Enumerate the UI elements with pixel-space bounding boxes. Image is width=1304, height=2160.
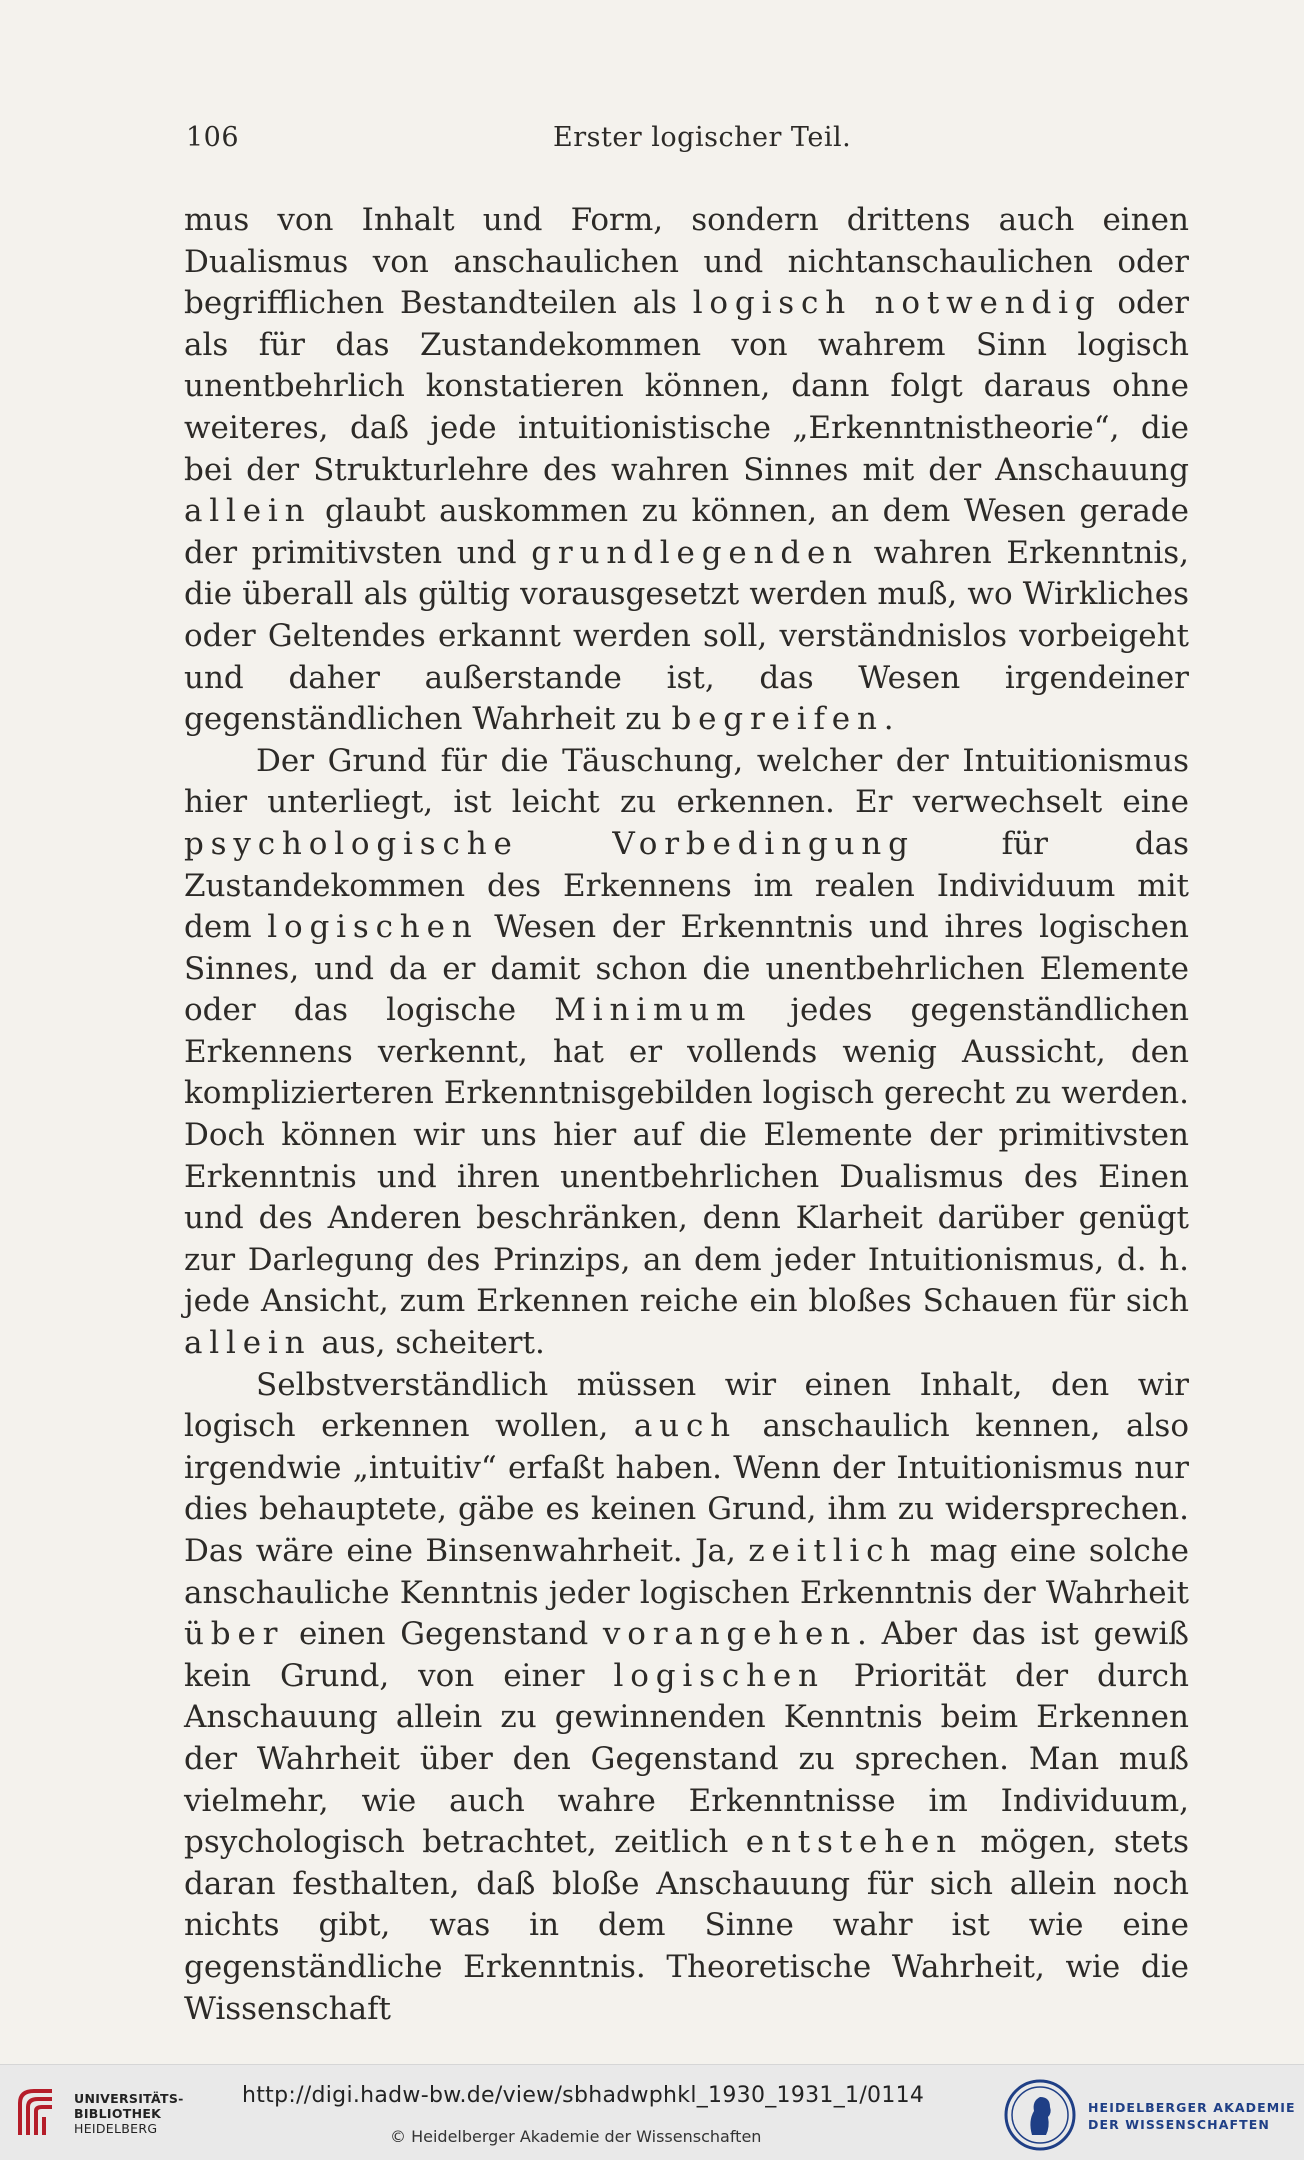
spaced-emphasis: entstehen	[745, 1824, 963, 1861]
academy-name: HEIDELBERGER AKADEMIE DER WISSENSCHAFTEN	[1088, 2100, 1296, 2132]
text-run: Priorität der durch Anschauung allein zu gewinnenden Kenntnis beim Erkennen der Wahrheit über den Gegenstand zu sprechen. Man muß vielmehr, wie auch wahre Erkenntnisse im Individuum, psychologisch betrachtet, zeitlich	[184, 1657, 1189, 1861]
running-title: Erster logischer Teil.	[553, 122, 852, 153]
spaced-emphasis: logischen	[613, 1657, 825, 1694]
spaced-emphasis: psychologische Vorbedingung	[184, 825, 915, 862]
spaced-emphasis: logisch notwendig	[692, 285, 1102, 322]
paragraph	[184, 741, 1189, 1365]
academy-seal-icon	[1002, 2077, 1078, 2153]
text-run: Der Grund für die Täuschung, welcher der Intuitionismus hier unterliegt, ist leicht zu erkennen. Er verwechselt eine	[184, 742, 1189, 821]
text-run: anschaulich kennen, also irgendwie „intuitiv“ erfaßt haben. Wenn der Intuitionismus nur dies behauptete, gäbe es keinen Grund, ihm zu widersprechen. Das wäre eine Binsenwahrheit. Ja,	[184, 1408, 1189, 1569]
spaced-emphasis: logischen	[267, 909, 479, 946]
text-run: Wesen der Erkenntnis und ihres logischen Sinnes, und da er damit schon die unentbehrlichen Elemente oder das logische	[184, 909, 1189, 1029]
spaced-emphasis: allein	[184, 493, 312, 530]
spaced-emphasis: grundlegenden	[531, 534, 859, 571]
spaced-emphasis: über	[184, 1616, 285, 1653]
spaced-emphasis: vorangehen	[602, 1616, 857, 1653]
university-library-name: UNIVERSITÄTS- BIBLIOTHEK HEIDELBERG	[74, 2091, 184, 2136]
paragraph	[184, 200, 1189, 741]
copyright-notice: © Heidelberger Akademie der Wissenschaften	[390, 2127, 762, 2146]
spaced-emphasis: zeitlich	[748, 1533, 918, 1569]
text-run: einen Gegenstand	[284, 1616, 603, 1653]
text-run: jedes gegenständlichen Erkennens verkennt, hat er vollends wenig Aussicht, den komplizierteren Erkenntnisgebilden logisch gerecht zu werden. Doch können wir uns hier auf die Elemente der primitivsten Erkenntnis und ihren unentbehrlichen Dualismus des Einen und des Anderen beschränken, denn Klarheit darüber genügt zur Darlegung des Prinzips, an dem jeder Intuitionismus, d. h. jede Ansicht, zum Erkennen reiche ein bloßes Schauen für sich	[184, 992, 1189, 1320]
spaced-emphasis: Minimum	[554, 992, 753, 1029]
text-run: mus von Inhalt und Form, sondern drittens auch einen Dualismus von anschaulichen und nichtanschaulichen oder begrifflichen Bestandteilen als	[184, 202, 1189, 322]
text-run: aus, scheitert.	[311, 1325, 545, 1362]
body-text	[184, 200, 1189, 2030]
text-run: mag eine solche anschauliche Kenntnis jeder logischen Erkenntnis der Wahrheit	[184, 1533, 1190, 1611]
running-head	[186, 122, 1186, 162]
text-run: Selbstverständlich müssen wir einen Inhalt, den wir logisch erkennen wollen,	[184, 1366, 1189, 1445]
text-run: .	[883, 701, 894, 738]
page-number: 106	[186, 122, 240, 153]
paragraph	[184, 1365, 1189, 2031]
spaced-emphasis: allein	[184, 1325, 312, 1362]
text-run: mögen, stets daran festhalten, daß bloße Anschauung für sich allein noch nichts gibt, was in dem Sinne wahr ist wie eine gegenständliche Erkenntnis. Theoretische Wahrheit, wie die Wissenschaft	[184, 1824, 1189, 2027]
text-run: glaubt auskommen zu können, an dem Wesen gerade der primitivsten und	[184, 493, 1189, 571]
text-run: für das Zustandekommen des Erkennens im realen Individuum mit dem	[184, 825, 1189, 946]
spaced-emphasis: begreifen	[671, 701, 884, 738]
permalink-url[interactable]: http://digi.hadw-bw.de/view/sbhadwphkl_1930_1931_1/0114	[242, 2083, 925, 2108]
university-library-logo-icon	[12, 2083, 72, 2143]
spaced-emphasis: auch	[633, 1408, 737, 1445]
text-run: oder als für das Zustandekommen von wahrem Sinn logisch unentbehrlich konstatieren können, dann folgt daraus ohne weiteres, daß jede intuitionistische „Erkenntnistheorie“, die bei der Strukturlehre des wahren Sinnes mit der Anschauung	[184, 285, 1189, 488]
footer-bar	[0, 2064, 1304, 2160]
text-run: . Aber das ist gewiß kein Grund, von einer	[184, 1616, 1189, 1694]
text-run: wahren Erkenntnis, die überall als gültig vorausgesetzt werden muß, wo Wirkliches oder Geltendes erkannt werden soll, verständnislos vorbeigeht und daher außerstande ist, das Wesen irgendeiner gegenständlichen Wahrheit zu	[184, 534, 1190, 738]
